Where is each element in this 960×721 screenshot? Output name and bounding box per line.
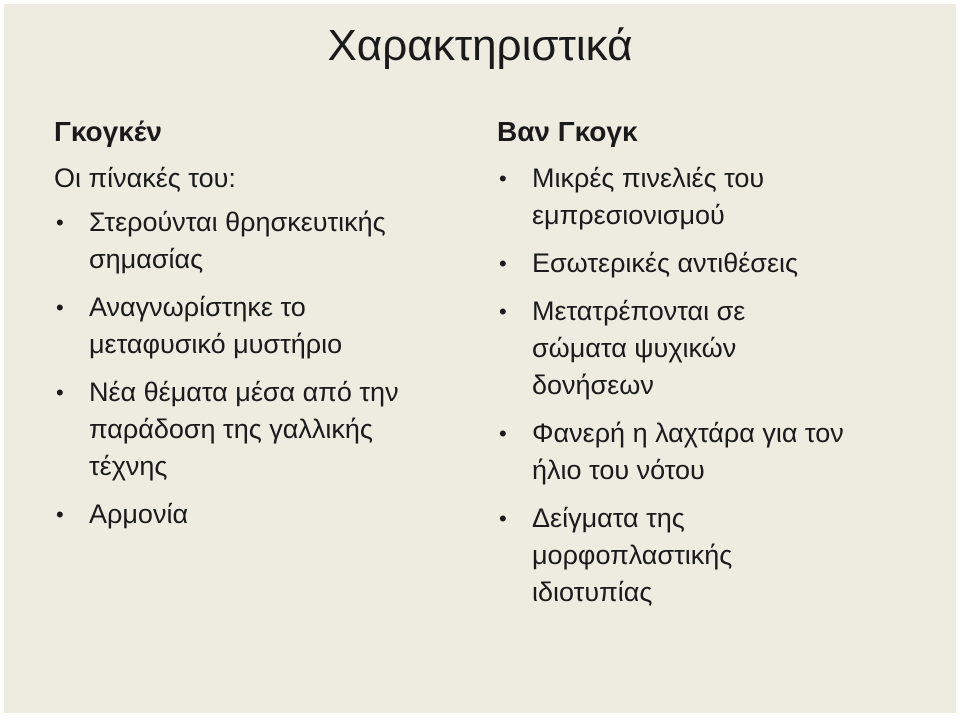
list-item-text: Μικρές πινελιές του εμπρεσιονισμού <box>532 163 765 230</box>
list-item-text: Νέα θέματα μέσα από την παράδοση της γαλλικής τέχνης <box>89 377 399 481</box>
bullet-icon: • <box>56 295 64 320</box>
right-column <box>497 112 937 622</box>
list-item-text: Εσωτερικές αντιθέσεις <box>532 248 799 278</box>
list-item-text: Αναγνωρίστηκε το μεταφυσικό μυστήριο <box>89 292 343 359</box>
bullet-icon: • <box>56 380 64 405</box>
bullet-icon: • <box>499 421 507 446</box>
list-item <box>54 374 419 485</box>
slide-title: Χαρακτηριστικά <box>327 21 633 70</box>
slide <box>4 4 956 713</box>
list-item <box>54 204 454 278</box>
bullet-icon: • <box>499 166 507 191</box>
list-item-text: Στερούνται θρησκευτικής σημασίας <box>89 207 386 274</box>
bullet-icon: • <box>56 210 64 235</box>
list-item <box>54 496 419 533</box>
left-column <box>54 112 454 544</box>
list-item <box>497 293 832 404</box>
left-bullet-list <box>54 204 454 533</box>
right-bullet-list <box>497 160 937 611</box>
list-item <box>497 245 932 282</box>
list-item <box>54 289 419 363</box>
list-item-text: Δείγματα της μορφοπλαστικής ιδιοτυπίας <box>532 503 733 607</box>
bullet-icon: • <box>499 506 507 531</box>
list-item-text: Μετατρέπονται σε σώματα ψυχικών δονήσεων <box>532 296 746 400</box>
bullet-icon: • <box>56 502 64 527</box>
list-item-text: Αρμονία <box>89 499 189 529</box>
list-item-text: Φανερή η λαχτάρα για τον ήλιο του νότου <box>532 418 844 485</box>
bullet-icon: • <box>499 251 507 276</box>
left-intro: Οι πίνακές του: <box>54 163 236 193</box>
left-heading: Γκογκέν <box>54 116 163 147</box>
list-item <box>497 160 857 234</box>
list-item <box>497 415 877 489</box>
right-heading: Βαν Γκογκ <box>497 116 638 147</box>
list-item <box>497 500 832 611</box>
bullet-icon: • <box>499 299 507 324</box>
